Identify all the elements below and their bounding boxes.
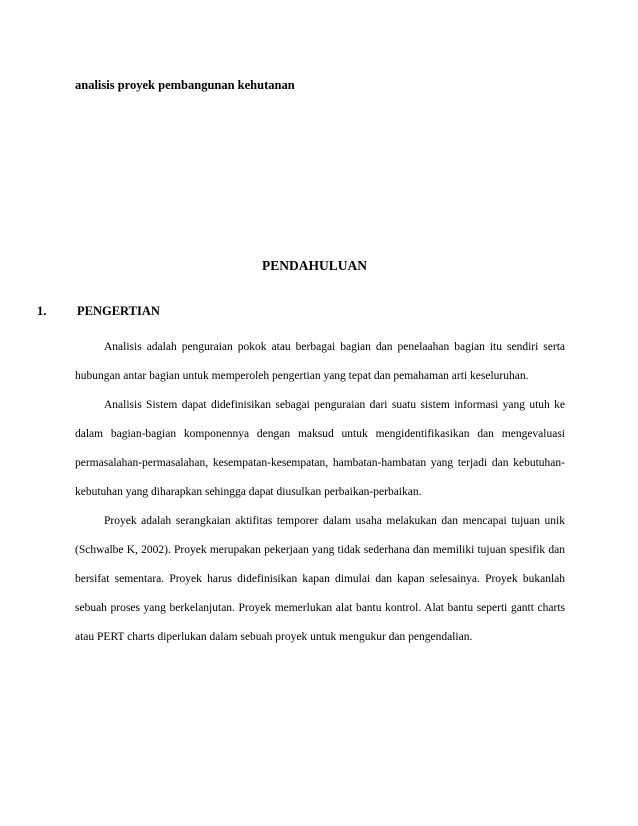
subsection-number: 1. [37, 304, 47, 318]
paragraph-analisis-sistem: Analisis Sistem dapat didefinisikan sebagai penguraian dari suatu sistem informasi yang utuh ke dalam bagian-bagian komponennya dengan maksud untuk mengidentifikasikan dan mengevaluasi permasalahan-permasalahan, kesempatan-kesempatan, hambatan-hambatan yang terjadi dan kebutuhan-kebutuhan yang diharapkan sehingga dapat diusulkan perbaikan-perbaikan. [75, 399, 565, 498]
section-heading-text: PENDAHULUAN [262, 258, 368, 273]
body-text [75, 333, 565, 652]
paragraph-analisis: Analisis adalah penguraian pokok atau berbagai bagian dan penelaahan bagian itu sendiri serta hubungan antar bagian untuk memperoleh pengertian yang tepat dan pemahaman arti keseluruhan. [75, 341, 565, 382]
paragraph-proyek: Proyek adalah serangkaian aktifitas temporer dalam usaha melakukan dan mencapai tujuan unik (Schwalbe K, 2002). Proyek merupakan pekerjaan yang tidak sederhana dan memiliki tujuan spesifik dan bersifat sementara. Proyek harus didefinisikan kapan dimulai dan kapan selesainya. Proyek bukanlah sebuah proses yang berkelanjutan. Proyek memerlukan alat bantu kontrol. Alat bantu seperti gantt charts atau PERT charts diperlukan dalam sebuah proyek untuk mengukur dan pengendalian. [75, 515, 565, 643]
subsection-heading [37, 304, 160, 319]
document-title: analisis proyek pembangunan kehutanan [75, 78, 295, 92]
subsection-title: PENGERTIAN [77, 304, 160, 318]
